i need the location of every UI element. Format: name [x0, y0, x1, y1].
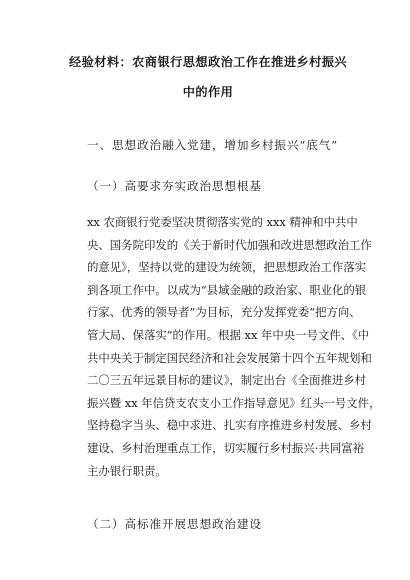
body-paragraph	[87, 211, 381, 482]
paragraph-line: 建设、乡村治理重点工作，切实履行乡村振兴·共同富裕	[87, 440, 364, 455]
paragraph-line: 振兴暨 xx 年信贷支农支小工作指导意见》红头一号文件，	[87, 395, 381, 410]
paragraph-line: 二〇三五年远景目标的建议》，制定出台《全面推进乡村	[87, 373, 367, 388]
section-heading: 一、思想政治融入党建，增加乡村振兴“底气”	[87, 138, 339, 152]
paragraph-line: 主办银行职责。	[87, 463, 167, 478]
paragraph-line: 共中央关于制定国民经济和社会发展第十四个五年规划和	[87, 350, 372, 365]
paragraph-line: 行家、优秀的领导者”为目标，充分发挥党委“把方向、	[87, 305, 361, 320]
paragraph-line: 管大局、保落实”的作用。根据 xx 年中央一号文件、《中	[87, 327, 370, 342]
subsection-heading: （二）高标准开展思想政治建设	[87, 517, 262, 531]
document-title: 经验材料：农商银行思想政治工作在推进乡村振兴中的作用	[68, 55, 348, 99]
subsection-heading: （一）高要求夯实政治思想根基	[87, 179, 262, 193]
paragraph-line: 到各项工作中。以成为“县域金融的政治家、职业化的银	[87, 282, 367, 297]
paragraph-line: 坚持稳字当头、稳中求进、扎实有序推进乡村发展、乡村	[87, 418, 372, 433]
paragraph-line: 的意见》，坚持以党的建设为统领，把思想政治工作落实	[87, 260, 367, 275]
paragraph-line: 央、国务院印发的《关于新时代加强和改进思想政治工作	[87, 237, 372, 252]
paragraph-line: xx 农商银行党委坚决贯彻落实党的 xxx 精神和中共中	[87, 215, 358, 229]
